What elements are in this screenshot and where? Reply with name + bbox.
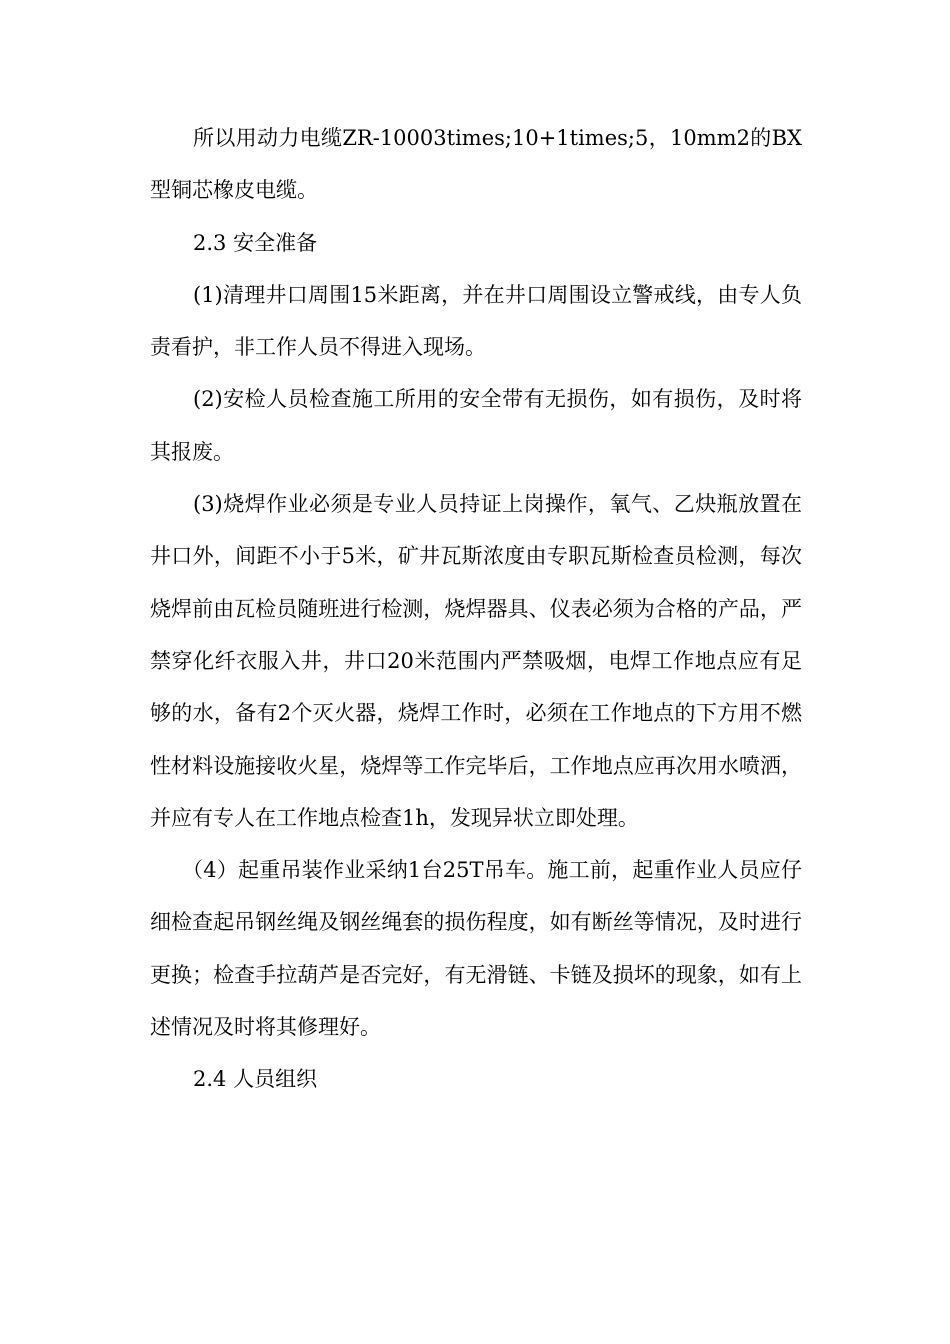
paragraph-safety-item-2: (2)安检人员检查施工所用的安全带有无损伤，如有损伤，及时将其报废。	[150, 387, 802, 464]
paragraph-safety-item-1: (1)清理井口周围15米距离，并在井口周围设立警戒线，由专人负责看护，非工作人员不得进入现场。	[150, 282, 802, 360]
paragraph-safety-item-3: (3)烧焊作业必须是专业人员持证上岗操作，氧气、乙炔瓶放置在井口外，间距不小于5米，矿井瓦斯浓度由专职瓦斯检查员检测，每次烧焊前由瓦检员随班进行检测，烧焊器具、仪表必须为合格的产品，严禁穿化纤衣服入井，井口20米范围内严禁吸烟，电焊工作地点应有足够的水，备有2个灭火器，烧焊工作时，必须在工作地点的下方用不燃性材料设施接收火星，烧焊等工作完毕后，工作地点应再次用水喷洒，并应有专人在工作地点检查1h，发现异状立即处理。	[150, 492, 802, 830]
section-heading-personnel-organization: 2.4 人员组织	[193, 1067, 318, 1092]
paragraph-safety-item-4: （4）起重吊装作业采纳1台25T吊车。施工前，起重作业人员应仔细检查起吊钢丝绳及钢丝绳套的损伤程度，如有断丝等情况，及时进行更换；检查手拉葫芦是否完好，有无滑链、卡链及损坏的现象，如有上述情况及时将其修理好。	[150, 858, 802, 1040]
paragraph-cable-spec: 所以用动力电缆ZR-10003times;10+1times;5，10mm2的BX型铜芯橡皮电缆。	[150, 126, 802, 203]
section-heading-safety-preparation: 2.3 安全准备	[193, 230, 318, 255]
document-body	[150, 112, 802, 1106]
